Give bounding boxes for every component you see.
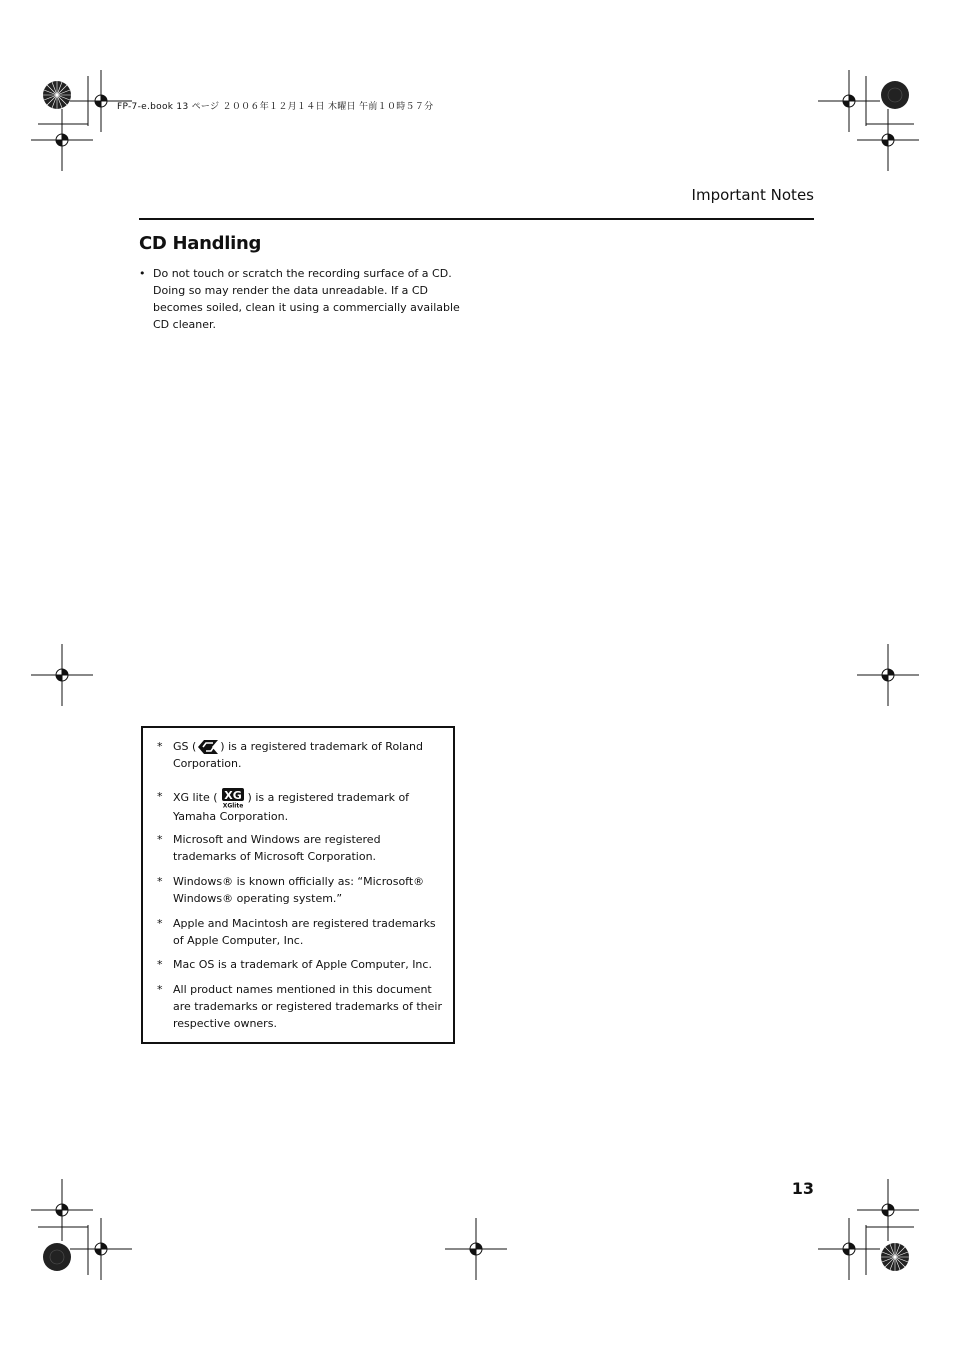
registration-target-icon (856, 108, 920, 172)
registration-target-icon (444, 1217, 508, 1281)
asterisk-marker: * (157, 740, 163, 753)
asterisk-marker: * (157, 983, 163, 996)
gs-logo-icon (196, 739, 220, 755)
registration-target-icon (856, 1178, 920, 1242)
trademark-item-gs (157, 738, 447, 772)
trademark-text: Apple and Macintosh are registered trademarks of Apple Computer, Inc. (173, 917, 436, 947)
file-info: FP-7-e.book 13 ページ ２００６年１２月１４日 木曜日 午前１０時５７分 (117, 102, 434, 112)
trademark-box (141, 726, 455, 1044)
asterisk-marker: * (157, 790, 163, 803)
gs-text-after: ) is a registered trademark of Roland Corporation. (173, 740, 423, 770)
registration-target-icon (30, 108, 94, 172)
header-rule (139, 218, 814, 220)
registration-starburst-icon (42, 1242, 72, 1272)
registration-starburst-icon (42, 80, 72, 110)
bullet-item (139, 265, 469, 333)
registration-starburst-icon (880, 80, 910, 110)
registration-target-icon (69, 1217, 133, 1281)
xglite-logo-icon (218, 788, 248, 808)
running-head: Important Notes (691, 186, 814, 204)
bullet-text: Do not touch or scratch the recording surface of a CD. Doing so may render the data unreadable. If a CD becomes soiled, clean it using a commercially available CD cleaner. (153, 267, 460, 331)
trademark-item-xg (157, 788, 447, 825)
bullet-marker: • (139, 267, 146, 280)
trademark-item (157, 915, 447, 949)
gs-text-before: GS ( (173, 740, 197, 753)
registration-starburst-icon (880, 1242, 910, 1272)
registration-target-icon (856, 643, 920, 707)
registration-target-icon (30, 643, 94, 707)
trademark-text: Microsoft and Windows are registered trademarks of Microsoft Corporation. (173, 833, 381, 863)
asterisk-marker: * (157, 875, 163, 888)
asterisk-marker: * (157, 833, 163, 846)
trademark-item (157, 956, 447, 973)
trademark-item (157, 831, 447, 865)
asterisk-marker: * (157, 958, 163, 971)
xglite-logo-bottom-text: XGlite (222, 802, 243, 810)
trademark-item (157, 981, 447, 1032)
section-title: CD Handling (139, 233, 262, 254)
xg-text-before: XG lite ( (173, 791, 218, 804)
page-number: 13 (791, 1179, 814, 1198)
xg-text-after: ) is a registered trademark of Yamaha Corporation. (173, 791, 410, 823)
asterisk-marker: * (157, 917, 163, 930)
trademark-item (157, 873, 447, 907)
xglite-logo-top-text: XG (223, 789, 242, 802)
trademark-text: Mac OS is a trademark of Apple Computer, Inc. (173, 958, 432, 971)
trademark-text: Windows® is known officially as: “Microsoft® Windows® operating system.” (173, 875, 425, 905)
trademark-text: All product names mentioned in this document are trademarks or registered trademarks of their respective owners. (173, 983, 442, 1030)
